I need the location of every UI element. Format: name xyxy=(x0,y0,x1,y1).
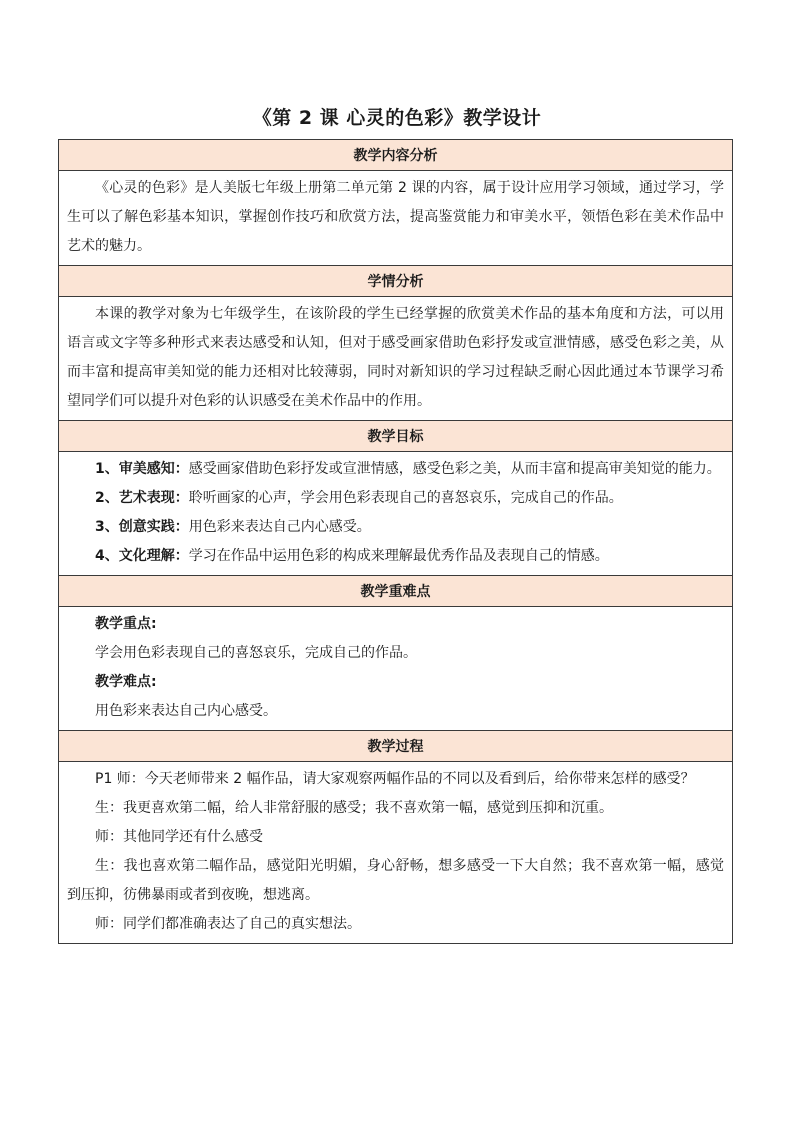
objective-label: 3、创意实践： xyxy=(95,519,189,535)
process-paragraph: 师：其他同学还有什么感受 xyxy=(95,829,263,845)
content-analysis-paragraph: 《心灵的色彩》是人美版七年级上册第二单元第 2 课的内容，属于设计应用学习领域，通过学习，学生可以了解色彩基本知识，掌握创作技巧和欣赏方法，提高鉴赏能力和审美水平，领悟色彩在美术作品中艺术的魅力。 xyxy=(67,180,724,254)
section-header-label: 教学目标 xyxy=(59,421,733,452)
objective-item xyxy=(67,455,724,484)
objective-label: 2、艺术表现： xyxy=(95,490,189,506)
difficulty-label: 教学难点: xyxy=(95,674,157,690)
objective-text: 感受画家借助色彩抒发或宣泄情感，感受色彩之美，从而丰富和提高审美知觉的能力。 xyxy=(188,461,721,477)
section-header-process xyxy=(59,731,733,762)
section-header-label: 教学内容分析 xyxy=(59,140,733,171)
section-header-student-analysis xyxy=(59,266,733,297)
process-paragraph: P1 师：今天老师带来 2 幅作品，请大家观察两幅作品的不同以及看到后，给你带来怎样的感受？ xyxy=(95,771,695,787)
objective-text: 用色彩来表达自己内心感受。 xyxy=(188,519,371,535)
section-body-content-analysis xyxy=(59,171,733,266)
objective-item xyxy=(67,513,724,542)
student-analysis-paragraph: 本课的教学对象为七年级学生，在该阶段的学生已经掌握的欣赏美术作品的基本角度和方法，可以用语言或文字等多种形式来表达感受和认知，但对于感受画家借助色彩抒发或宣泄情感，感受色彩之美，从而丰富和提高审美知觉的能力还相对比较薄弱，同时对新知识的学习过程缺乏耐心因此通过本节课学习希望同学们可以提升对色彩的认识感受在美术作品中的作用。 xyxy=(67,306,724,409)
section-body-student-analysis xyxy=(59,297,733,421)
page-title: 《第 2 课 心灵的色彩》教学设计 xyxy=(252,107,542,129)
difficulty-text: 用色彩来表达自己内心感受。 xyxy=(95,703,277,719)
focus-label: 教学重点: xyxy=(95,616,157,632)
objective-label: 4、文化理解： xyxy=(95,548,189,564)
objective-text: 聆听画家的心声，学会用色彩表现自己的喜怒哀乐，完成自己的作品。 xyxy=(188,490,623,506)
process-paragraph: 生：我更喜欢第二幅，给人非常舒服的感受；我不喜欢第一幅，感觉到压抑和沉重。 xyxy=(95,800,613,816)
section-header-label: 教学重难点 xyxy=(59,576,733,607)
section-header-label: 学情分析 xyxy=(59,266,733,297)
process-paragraph: 师：同学们都准确表达了自己的真实想法。 xyxy=(95,916,361,932)
lesson-plan-table xyxy=(58,139,733,944)
objective-label: 1、审美感知： xyxy=(95,461,189,477)
section-body-process xyxy=(59,762,733,944)
objective-text: 学习在作品中运用色彩的构成来理解最优秀作品及表现自己的情感。 xyxy=(188,548,609,564)
objective-item xyxy=(67,542,724,571)
focus-text: 学会用色彩表现自己的喜怒哀乐，完成自己的作品。 xyxy=(95,645,417,661)
section-header-key-points xyxy=(59,576,733,607)
objective-item xyxy=(67,484,724,513)
process-paragraph: 生：我也喜欢第二幅作品，感觉阳光明媚，身心舒畅，想多感受一下大自然；我不喜欢第一幅，感觉到压抑，彷佛暴雨或者到夜晚，想逃离。 xyxy=(67,858,724,903)
section-header-objectives xyxy=(59,421,733,452)
section-body-objectives xyxy=(59,452,733,576)
section-header-label: 教学过程 xyxy=(59,731,733,762)
section-body-key-points xyxy=(59,607,733,731)
section-header-content-analysis xyxy=(59,140,733,171)
